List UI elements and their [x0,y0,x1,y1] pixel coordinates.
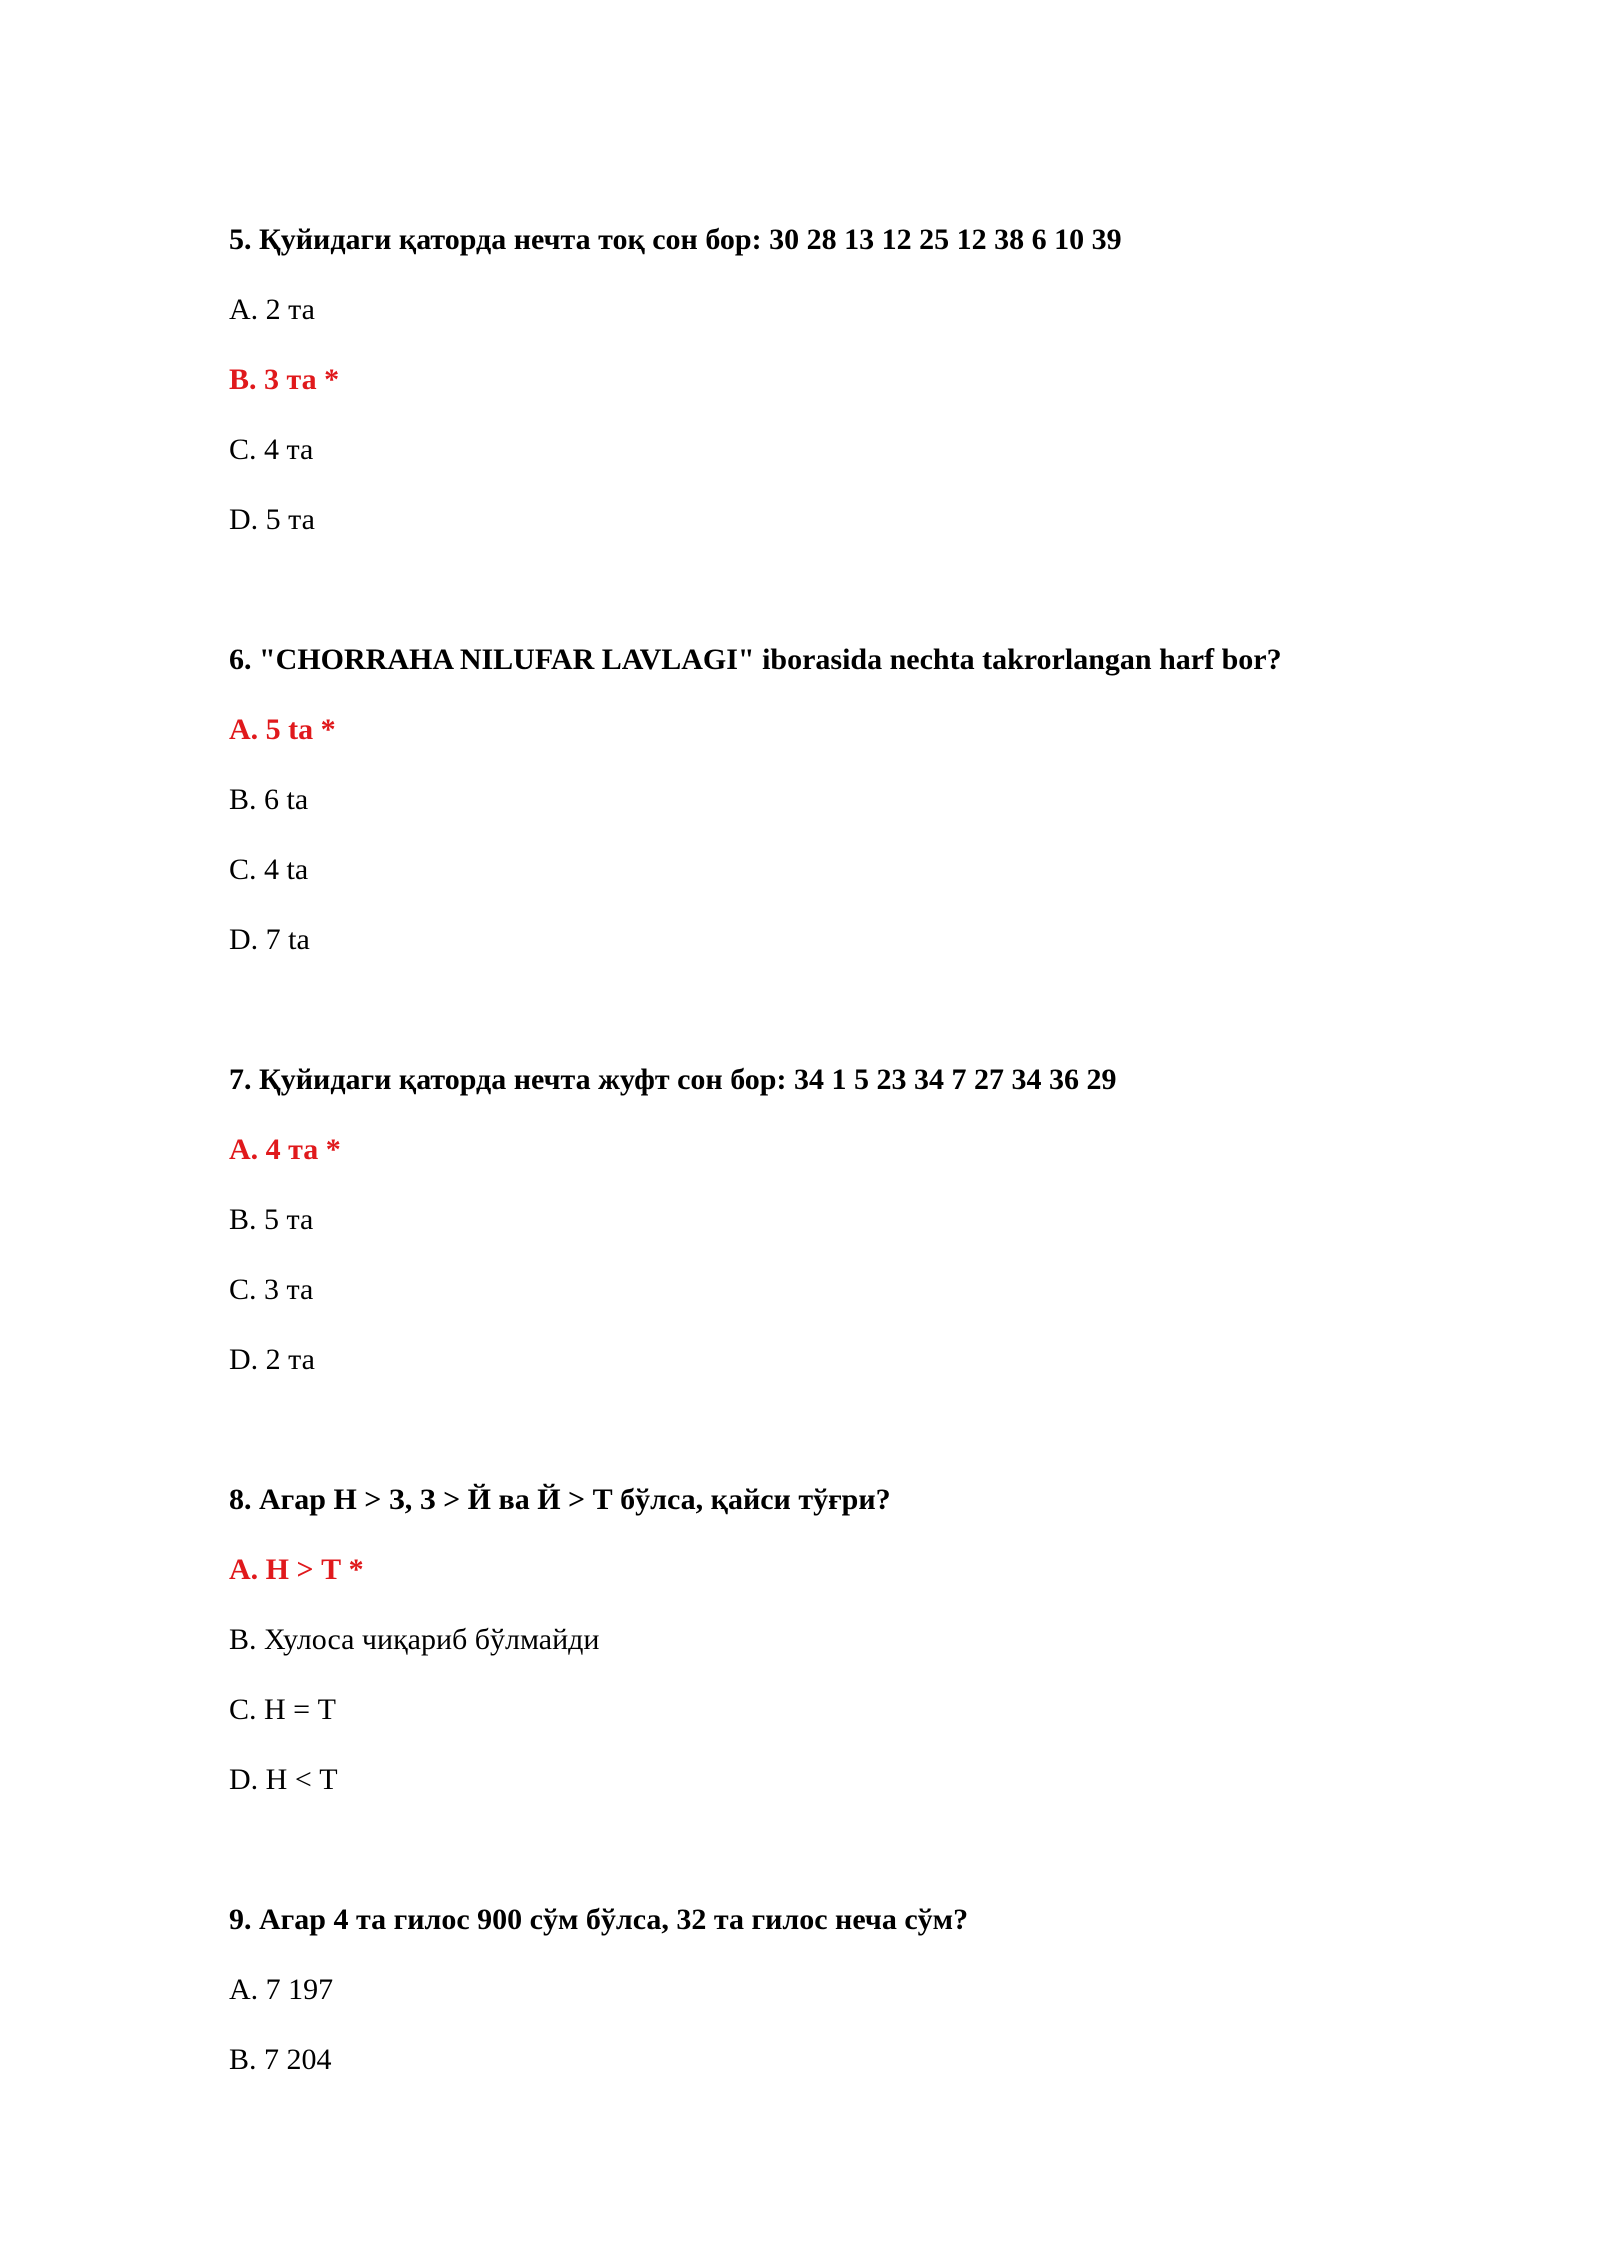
question-6-option-b: B. 6 ta [229,783,309,816]
question-9-option-b: B. 7 204 [229,2043,332,2076]
question-7-option-a-correct: A. 4 та * [229,1133,341,1166]
question-8: 8. Агар Н > З, З > Й ва Й > Т бўлса, қайси тўғри? [229,1483,891,1516]
question-9: 9. Агар 4 та гилос 900 сўм бўлса, 32 та гилос неча сўм? [229,1903,969,1936]
question-8-option-d: D. Н < Т [229,1763,338,1796]
question-6: 6. "CHORRAHA NILUFAR LAVLAGI" iborasida nechta takrorlangan harf bor? [229,643,1282,676]
question-5: 5. Қуйидаги қаторда нечта тоқ сон бор: 30 28 13 12 25 12 38 6 10 39 [229,223,1122,256]
question-8-option-a-correct: A. Н > Т * [229,1553,364,1586]
question-7-option-d: D. 2 та [229,1343,315,1376]
question-7-option-b: B. 5 та [229,1203,314,1236]
question-5-option-a: A. 2 та [229,293,315,326]
question-5-option-b-correct: B. 3 та * [229,363,340,396]
question-8-option-c: C. Н = Т [229,1693,336,1726]
question-9-option-a: A. 7 197 [229,1973,334,2006]
question-5-option-d: D. 5 та [229,503,315,536]
question-6-option-d: D. 7 ta [229,923,310,956]
question-6-option-c: C. 4 ta [229,853,309,886]
question-7: 7. Қуйидаги қаторда нечта жуфт сон бор: 34 1 5 23 34 7 27 34 36 29 [229,1063,1117,1096]
question-8-option-b: B. Хулоса чиқариб бўлмайди [229,1623,600,1656]
question-6-option-a-correct: A. 5 ta * [229,713,336,746]
question-7-option-c: C. 3 та [229,1273,314,1306]
question-5-option-c: C. 4 та [229,433,314,466]
